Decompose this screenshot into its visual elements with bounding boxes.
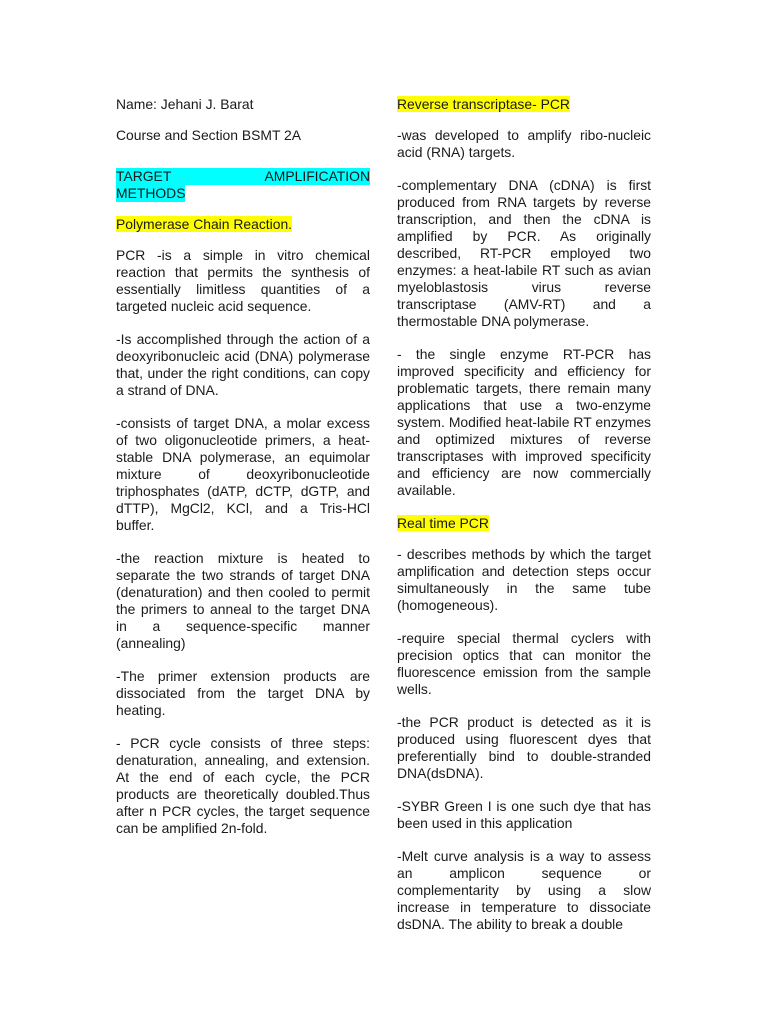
section-title-line-1: [116, 168, 370, 185]
section-title-word-methods: METHODS: [116, 185, 186, 201]
realtime-pcr-paragraph: - describes methods by which the target amplification and detection steps occur simultaneously in the same tube (homogeneous).: [397, 546, 651, 613]
left-column: [116, 96, 370, 853]
realtime-pcr-paragraph: -Melt curve analysis is a way to assess an amplicon sequence or complementarity by using a slow increase in temperature to dissociate dsDNA. The ability to break a double: [397, 848, 651, 932]
rt-pcr-heading: [397, 96, 651, 113]
rt-pcr-paragraph: - the single enzyme RT-PCR has improved specificity and efficiency for problematic targets, there remain many applications that use a two-enzyme system. Modified heat-labile RT enzymes and optimized mixtures of reverse transcriptases with improved specificity and efficiency are now commercially available.: [397, 346, 651, 498]
pcr-paragraph: -consists of target DNA, a molar excess of two oligonucleotide primers, a heat-stable DNA polymerase, an equimolar mixture of deoxyribonucleotide triphosphates (dATP, dCTP, dGTP, and dTTP), MgCl2, KCl, and a Tris-HCl buffer.: [116, 415, 370, 533]
realtime-pcr-paragraph: -SYBR Green I is one such dye that has been used in this application: [397, 798, 651, 831]
pcr-paragraph: -the reaction mixture is heated to separate the two strands of target DNA (denaturation) and then cooled to permit the primers to anneal to the target DNA in a sequence-specific manner (annealing): [116, 550, 370, 651]
pcr-paragraph: -The primer extension products are dissociated from the target DNA by heating.: [116, 668, 370, 718]
realtime-pcr-heading: [397, 515, 651, 532]
rt-pcr-paragraph: -was developed to amplify ribo-nucleic acid (RNA) targets.: [397, 127, 651, 160]
right-column: [397, 96, 651, 949]
section-title: [116, 168, 370, 202]
pcr-paragraph: PCR -is a simple in vitro chemical reaction that permits the synthesis of essentially limitless quantities of a targeted nucleic acid sequence.: [116, 247, 370, 314]
realtime-pcr-paragraph: -the PCR product is detected as it is produced using fluorescent dyes that preferentially bind to double-stranded DNA(dsDNA).: [397, 714, 651, 781]
pcr-paragraph: - PCR cycle consists of three steps: denaturation, annealing, and extension. At the end of each cycle, the PCR products are theoretically doubled.Thus after n PCR cycles, the target sequence can be amplified 2n-fold.: [116, 735, 370, 836]
pcr-heading: [116, 216, 370, 233]
section-title-word-target: TARGET: [116, 168, 172, 184]
rt-pcr-paragraph: -complementary DNA (cDNA) is first produced from RNA targets by reverse transcription, and then the cDNA is amplified by PCR. As originally described, RT-PCR employed two enzymes: a heat-labile RT such as avian myeloblastosis virus reverse transcriptase (AMV-RT) and a thermostable DNA polymerase.: [397, 177, 651, 329]
pcr-heading-text: Polymerase Chain Reaction.: [116, 216, 293, 232]
course-section: Course and Section BSMT 2A: [116, 127, 302, 143]
student-name: Name: Jehani J. Barat: [116, 96, 254, 112]
rt-pcr-heading-text: Reverse transcriptase- PCR: [397, 96, 570, 112]
pcr-paragraph: -Is accomplished through the action of a deoxyribonucleic acid (DNA) polymerase that, under the right conditions, can copy a strand of DNA.: [116, 331, 370, 398]
realtime-pcr-heading-text: Real time PCR: [397, 515, 489, 531]
realtime-pcr-paragraph: -require special thermal cyclers with precision optics that can monitor the fluorescence emission from the sample wells.: [397, 630, 651, 697]
section-title-word-amplification: AMPLIFICATION: [264, 168, 370, 184]
